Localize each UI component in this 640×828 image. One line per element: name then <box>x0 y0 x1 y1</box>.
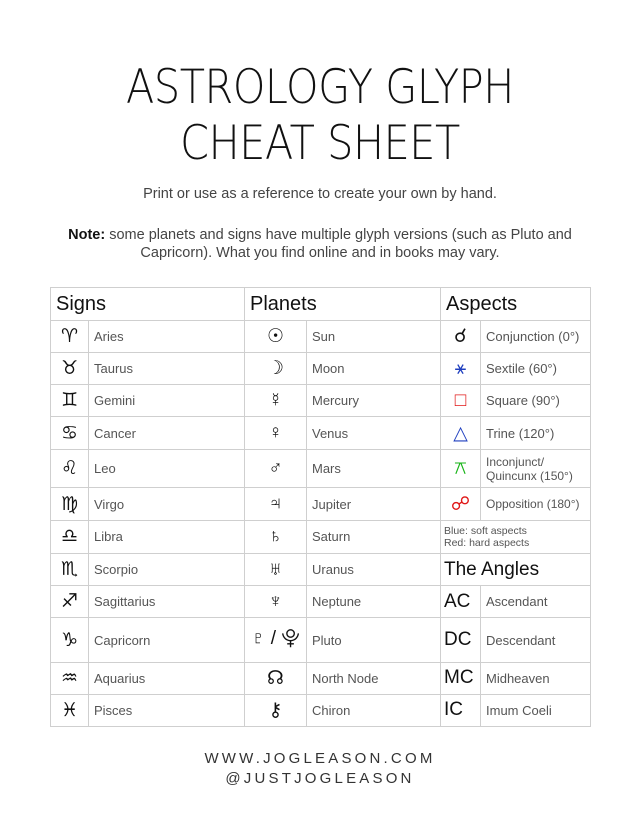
angle-abbr: IC <box>441 694 481 726</box>
aspect-glyph: ⚻ <box>441 449 481 488</box>
sign-glyph: ♊ <box>51 385 89 417</box>
aspect-name: Square (90°) <box>481 385 591 417</box>
planet-glyph: ⚷ <box>245 694 307 726</box>
sign-name: Scorpio <box>89 554 245 586</box>
sign-name: Virgo <box>89 488 245 520</box>
angle-abbr: MC <box>441 662 481 694</box>
sign-name: Taurus <box>89 353 245 385</box>
title-line-1: ASTROLOGY GLYPH <box>126 60 514 115</box>
table-row <box>51 694 591 726</box>
sign-glyph: ♉ <box>51 353 89 385</box>
title-line-2: CHEAT SHEET <box>180 116 460 171</box>
header-row <box>51 288 591 321</box>
sign-name: Leo <box>89 449 245 488</box>
sign-name: Capricorn <box>89 618 245 662</box>
glyph-table-body <box>51 321 591 727</box>
sign-name: Libra <box>89 520 245 553</box>
table-row <box>51 353 591 385</box>
footer-website: WWW.JOGLEASON.COM <box>204 750 436 767</box>
sign-name: Gemini <box>89 385 245 417</box>
sign-glyph: ♌ <box>51 449 89 488</box>
angle-abbr: DC <box>441 618 481 662</box>
sign-glyph: ♎ <box>51 520 89 553</box>
planet-glyph: ☿ <box>245 385 307 417</box>
planet-glyph: ☊ <box>245 662 307 694</box>
planet-glyph: ♆ <box>245 586 307 618</box>
sign-glyph: ♍ <box>51 488 89 520</box>
sign-name: Sagittarius <box>89 586 245 618</box>
table-row <box>51 618 591 662</box>
table-row <box>51 488 591 520</box>
aspect-name: Inconjunct/ Quincunx (150°) <box>481 449 591 488</box>
planet-name: Mars <box>307 449 441 488</box>
sign-name: Pisces <box>89 694 245 726</box>
angle-name: Descendant <box>481 618 591 662</box>
angle-name: Ascendant <box>481 586 591 618</box>
subtitle: Print or use as a reference to create your own by hand. <box>143 186 497 202</box>
table-row <box>51 554 591 586</box>
table-row <box>51 321 591 353</box>
sign-glyph: ♑ <box>51 618 89 662</box>
planets-header: Planets <box>245 288 441 321</box>
table-row <box>51 449 591 488</box>
angle-name: Imum Coeli <box>481 694 591 726</box>
aspect-glyph: △ <box>441 417 481 449</box>
planet-glyph: ♄ <box>245 520 307 553</box>
table-row <box>51 586 591 618</box>
sign-glyph: ♋ <box>51 417 89 449</box>
planet-name: Venus <box>307 417 441 449</box>
table-row <box>51 520 591 553</box>
planet-name: Pluto <box>307 618 441 662</box>
legend-soft: Blue: soft aspects <box>444 524 527 537</box>
sign-glyph: ♓ <box>51 694 89 726</box>
note-label: Note: <box>68 227 106 243</box>
glyph-table <box>50 287 591 727</box>
planet-glyph: ♂ <box>245 449 307 488</box>
sign-glyph: ♏ <box>51 554 89 586</box>
sign-name: Cancer <box>89 417 245 449</box>
angles-header: The Angles <box>441 554 591 586</box>
planet-glyph: ♀ <box>245 417 307 449</box>
planet-name: Neptune <box>307 586 441 618</box>
planet-name: Moon <box>307 353 441 385</box>
sign-glyph: ♈ <box>51 321 89 353</box>
sign-name: Aries <box>89 321 245 353</box>
aspect-name: Trine (120°) <box>481 417 591 449</box>
aspect-glyph: ☌ <box>441 321 481 353</box>
note-text: some planets and signs have multiple glyph versions (such as Pluto and Capricorn). What you find online and in books may vary. <box>109 227 572 261</box>
aspects-header: Aspects <box>441 288 591 321</box>
aspect-glyph: ☍ <box>441 488 481 520</box>
planet-name: Mercury <box>307 385 441 417</box>
angle-abbr: AC <box>441 586 481 618</box>
planet-glyph: ☉ <box>245 321 307 353</box>
aspect-name: Opposition (180°) <box>481 488 591 520</box>
sign-name: Aquarius <box>89 662 245 694</box>
aspect-glyph: ⚹ <box>441 353 481 385</box>
note <box>56 226 584 262</box>
planet-name: Saturn <box>307 520 441 553</box>
planet-name: North Node <box>307 662 441 694</box>
table-row <box>51 385 591 417</box>
table-row <box>51 662 591 694</box>
sign-glyph: ♒ <box>51 662 89 694</box>
planet-glyph: ♇ / ⯓ <box>245 618 307 662</box>
aspect-name: Sextile (60°) <box>481 353 591 385</box>
angle-name: Midheaven <box>481 662 591 694</box>
planet-name: Jupiter <box>307 488 441 520</box>
aspect-glyph: □ <box>441 385 481 417</box>
planet-name: Chiron <box>307 694 441 726</box>
planet-name: Uranus <box>307 554 441 586</box>
planet-glyph: ☽ <box>245 353 307 385</box>
aspect-name: Conjunction (0°) <box>481 321 591 353</box>
legend-hard: Red: hard aspects <box>444 536 530 549</box>
aspect-legend <box>441 520 591 553</box>
signs-header: Signs <box>51 288 245 321</box>
footer-handle: @JUSTJOGLEASON <box>225 770 415 787</box>
table-row <box>51 417 591 449</box>
planet-glyph: ♃ <box>245 488 307 520</box>
planet-name: Sun <box>307 321 441 353</box>
sign-glyph: ♐ <box>51 586 89 618</box>
planet-glyph: ♅ <box>245 554 307 586</box>
